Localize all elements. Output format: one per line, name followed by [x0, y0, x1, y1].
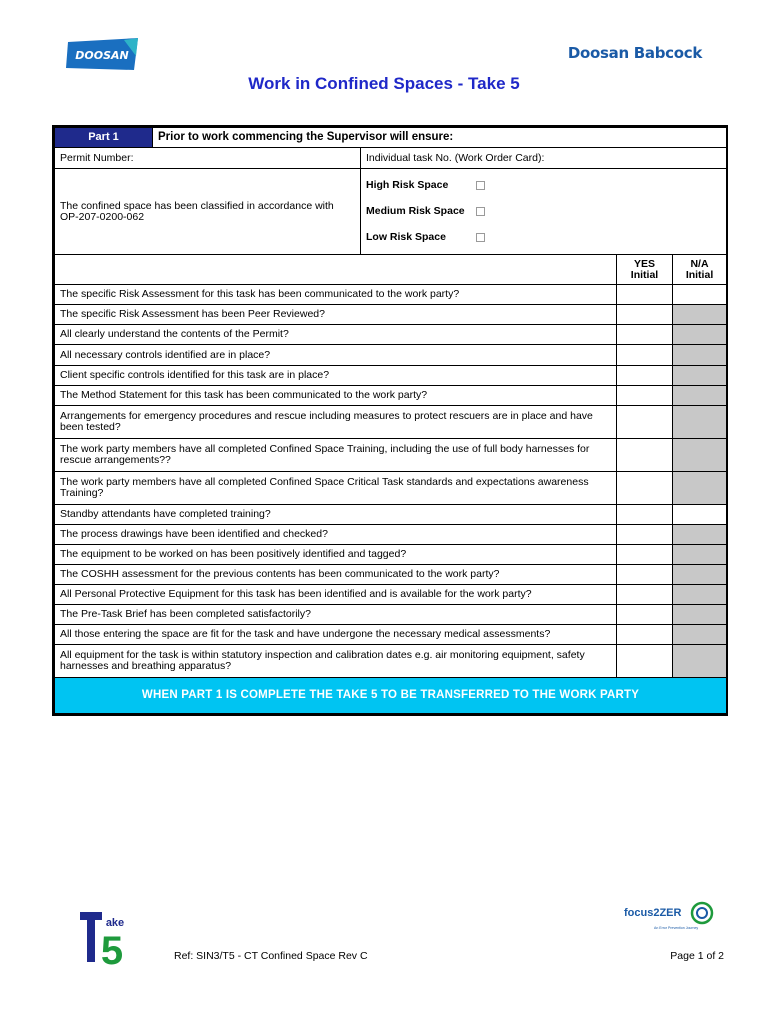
checklist-question: The specific Risk Assessment has been Peer Reviewed?: [55, 305, 617, 325]
column-header-spacer: [55, 255, 617, 285]
permit-number-label: Permit Number:: [60, 151, 134, 164]
checklist-question: All clearly understand the contents of the Permit?: [55, 325, 617, 345]
task-number-field[interactable]: [361, 148, 727, 169]
na-initial-cell[interactable]: [673, 305, 727, 325]
checklist-row: [55, 472, 727, 505]
checklist-row: [55, 585, 727, 605]
brand-name: Doosan Babcock: [567, 44, 702, 62]
yes-initial-cell[interactable]: [617, 366, 673, 386]
checklist-form: [52, 125, 728, 716]
na-initial-cell[interactable]: [673, 565, 727, 585]
yes-initial-cell[interactable]: [617, 645, 673, 678]
doosan-logo: [64, 36, 140, 72]
checkbox-icon[interactable]: [476, 233, 485, 242]
yes-initial-cell[interactable]: [617, 325, 673, 345]
checkbox-icon[interactable]: [476, 207, 485, 216]
transfer-banner: WHEN PART 1 IS COMPLETE THE TAKE 5 TO BE TRANSFERRED TO THE WORK PARTY: [55, 678, 727, 714]
yes-initial-cell[interactable]: [617, 525, 673, 545]
na-initial-cell[interactable]: [673, 285, 727, 305]
checklist-question: Client specific controls identified for this task are in place?: [55, 366, 617, 386]
checklist-question: The process drawings have been identified and checked?: [55, 525, 617, 545]
na-initial-cell[interactable]: [673, 325, 727, 345]
document-reference: Ref: SIN3/T5 - CT Confined Space Rev C: [174, 950, 368, 962]
page-title: Work in Confined Spaces - Take 5: [248, 74, 520, 93]
checklist-question: All equipment for the task is within statutory inspection and calibration dates e.g. air monitoring equipment, safety harnesses and breathing apparatus?: [55, 645, 617, 678]
doosan-logo-text: DOOSAN: [75, 49, 129, 62]
checklist-row: [55, 386, 727, 406]
na-initial-header: [673, 255, 727, 285]
focus2zero-logo-text: focus2ZER: [624, 907, 682, 919]
yes-initial-cell[interactable]: [617, 565, 673, 585]
yes-initial-cell[interactable]: [617, 545, 673, 565]
na-initial-cell[interactable]: [673, 505, 727, 525]
na-initial-cell[interactable]: [673, 345, 727, 366]
checklist-question: All those entering the space are fit for the task and have undergone the necessary medical assessments?: [55, 625, 617, 645]
risk-options-cell: [361, 169, 727, 255]
checklist-row: [55, 285, 727, 305]
yes-initial-cell[interactable]: [617, 406, 673, 439]
na-initial-cell[interactable]: [673, 545, 727, 565]
checklist-row: [55, 605, 727, 625]
na-initial-cell[interactable]: [673, 605, 727, 625]
risk-option-medium[interactable]: [366, 199, 721, 225]
checklist-table: [54, 127, 727, 714]
checklist-row: [55, 645, 727, 678]
checklist-row: [55, 366, 727, 386]
na-initial-cell[interactable]: [673, 472, 727, 505]
na-initial-cell[interactable]: [673, 585, 727, 605]
checklist-question: Arrangements for emergency procedures and rescue including measures to protect rescuers are in place and have been tested?: [55, 406, 617, 439]
task-number-label: Individual task No. (Work Order Card):: [366, 151, 545, 164]
checklist-row: [55, 406, 727, 439]
na-initial-cell[interactable]: [673, 386, 727, 406]
checklist-question: The Pre-Task Brief has been completed satisfactorily?: [55, 605, 617, 625]
yes-initial-cell[interactable]: [617, 472, 673, 505]
yes-header-line2: Initial: [630, 268, 659, 281]
yes-initial-header: [617, 255, 673, 285]
risk-option-label: Low Risk Space: [366, 231, 446, 243]
take5-number: 5: [100, 929, 124, 966]
checklist-question: The specific Risk Assessment for this task has been communicated to the work party?: [55, 285, 617, 305]
risk-option-low[interactable]: [366, 225, 721, 251]
checklist-row: [55, 625, 727, 645]
checklist-question: The COSHH assessment for the previous contents has been communicated to the work party?: [55, 565, 617, 585]
yes-initial-cell[interactable]: [617, 625, 673, 645]
yes-header-line1: YES: [633, 257, 655, 270]
checklist-question: Standby attendants have completed training?: [55, 505, 617, 525]
checklist-row: [55, 505, 727, 525]
na-header-line1: N/A: [690, 257, 709, 270]
na-header-line2: Initial: [685, 268, 714, 281]
risk-option-label: High Risk Space: [366, 179, 449, 191]
part-label: Part 1: [55, 128, 153, 148]
checklist-question: The Method Statement for this task has been communicated to the work party?: [55, 386, 617, 406]
checklist-row: [55, 439, 727, 472]
na-initial-cell[interactable]: [673, 645, 727, 678]
take5-logo-text: ake: [105, 917, 125, 929]
yes-initial-cell[interactable]: [617, 305, 673, 325]
checklist-row: [55, 345, 727, 366]
checklist-question: The equipment to be worked on has been positively identified and tagged?: [55, 545, 617, 565]
checklist-question: All necessary controls identified are in place?: [55, 345, 617, 366]
risk-option-high[interactable]: [366, 173, 721, 199]
na-initial-cell[interactable]: [673, 406, 727, 439]
yes-initial-cell[interactable]: [617, 386, 673, 406]
yes-initial-cell[interactable]: [617, 345, 673, 366]
checklist-row: [55, 325, 727, 345]
take5-logo: [80, 910, 132, 966]
checklist-row: [55, 565, 727, 585]
yes-initial-cell[interactable]: [617, 285, 673, 305]
na-initial-cell[interactable]: [673, 625, 727, 645]
checklist-question: The work party members have all completed Confined Space Critical Task standards and expectations awareness Training?: [55, 472, 617, 505]
checklist-question: The work party members have all completed Confined Space Training, including the use of full body harnesses for rescue arrangements??: [55, 439, 617, 472]
risk-option-label: Medium Risk Space: [366, 205, 465, 217]
classification-text: The confined space has been classified in accordance with OP-207-0200-062: [60, 199, 334, 223]
yes-initial-cell[interactable]: [617, 439, 673, 472]
page-number: Page 1 of 2: [670, 950, 724, 962]
classification-cell: [55, 169, 361, 255]
yes-initial-cell[interactable]: [617, 605, 673, 625]
checklist-row: [55, 525, 727, 545]
part-heading: Prior to work commencing the Supervisor will ensure:: [153, 128, 727, 148]
na-initial-cell[interactable]: [673, 366, 727, 386]
checkbox-icon[interactable]: [476, 181, 485, 190]
focus2zero-logo: [622, 896, 716, 936]
checklist-question: All Personal Protective Equipment for this task has been identified and is available for the work party?: [55, 585, 617, 605]
na-initial-cell[interactable]: [673, 525, 727, 545]
na-initial-cell[interactable]: [673, 439, 727, 472]
permit-number-field[interactable]: [55, 148, 361, 169]
yes-initial-cell[interactable]: [617, 585, 673, 605]
checklist-row: [55, 545, 727, 565]
focus2zero-tagline: An Error Prevention Journey: [654, 926, 699, 930]
checklist-row: [55, 305, 727, 325]
yes-initial-cell[interactable]: [617, 505, 673, 525]
